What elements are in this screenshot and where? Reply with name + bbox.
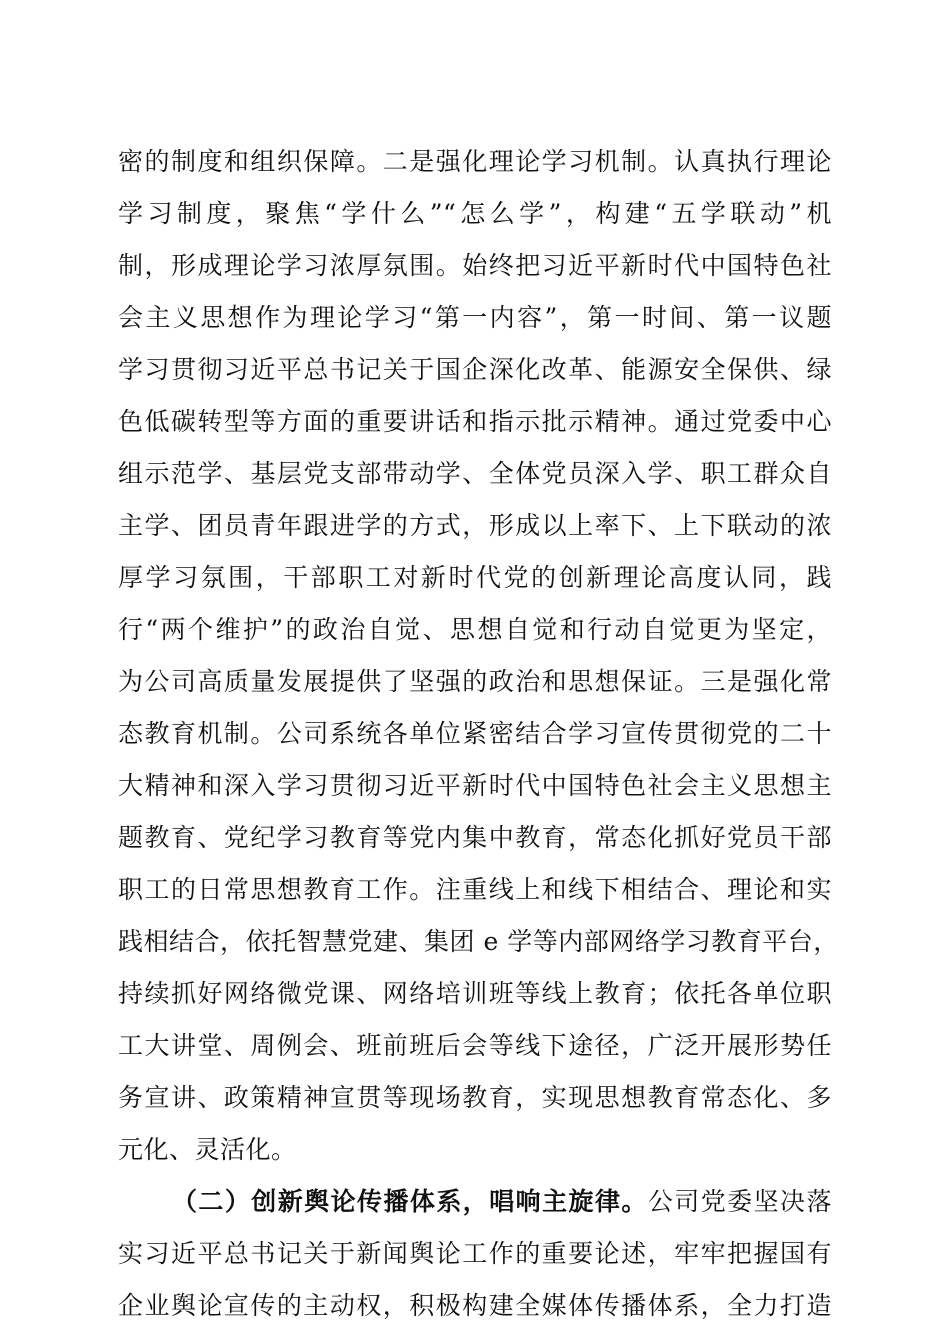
section-2-first-line-text: 公司党委坚决落 xyxy=(647,1187,832,1216)
body-line-14: 题教育、党纪学习教育等党内集中教育，常态化抓好党员干部 xyxy=(118,823,832,852)
body-line-15: 职工的日常思想教育工作。注重线上和线下相结合、理论和实 xyxy=(118,875,832,904)
section-2-line-2: 实习近平总书记关于新闻舆论工作的重要论述，牢牢把握国有 xyxy=(118,1239,832,1268)
body-line-20: 元化、灵活化。 xyxy=(118,1135,297,1164)
body-line-7: 组示范学、基层党支部带动学、全体党员深入学、职工群众自 xyxy=(118,459,832,488)
body-line-4: 会主义思想作为理论学习“第一内容”，第一时间、第一议题 xyxy=(118,303,832,332)
body-line-9: 厚学习氛围，干部职工对新时代党的创新理论高度认同，践 xyxy=(118,563,832,592)
body-line-3: 制，形成理论学习浓厚氛围。始终把习近平新时代中国特色社 xyxy=(118,251,832,280)
section-2-heading: （二）创新舆论传播体系，唱响主旋律。 xyxy=(172,1187,648,1216)
body-line-1: 密的制度和组织保障。二是强化理论学习机制。认真执行理论 xyxy=(118,147,832,176)
body-line-6: 色低碳转型等方面的重要讲话和指示批示精神。通过党委中心 xyxy=(118,407,832,436)
body-line-19: 务宣讲、政策精神宣贯等现场教育，实现思想教育常态化、多 xyxy=(118,1083,832,1112)
body-line-17: 持续抓好网络微党课、网络培训班等线上教育；依托各单位职 xyxy=(118,979,832,1008)
body-line-16: 践相结合，依托智慧党建、集团 e 学等内部网络学习教育平台， xyxy=(118,927,839,956)
body-line-12: 态教育机制。公司系统各单位紧密结合学习宣传贯彻党的二十 xyxy=(118,719,832,748)
section-2-line-3: 企业舆论宣传的主动权，积极构建全媒体传播体系，全力打造 xyxy=(118,1291,832,1320)
body-line-18: 工大讲堂、周例会、班前班后会等线下途径，广泛开展形势任 xyxy=(118,1031,832,1060)
body-line-13: 大精神和深入学习贯彻习近平新时代中国特色社会主义思想主 xyxy=(118,771,832,800)
body-line-8: 主学、团员青年跟进学的方式，形成以上率下、上下联动的浓 xyxy=(118,511,832,540)
body-line-10: 行“两个维护”的政治自觉、思想自觉和行动自觉更为坚定， xyxy=(118,615,832,644)
body-line-11: 为公司高质量发展提供了坚强的政治和思想保证。三是强化常 xyxy=(118,667,832,696)
body-line-5: 学习贯彻习近平总书记关于国企深化改革、能源安全保供、绿 xyxy=(118,355,832,384)
body-line-2: 学习制度，聚焦“学什么”“怎么学”，构建“五学联动”机 xyxy=(118,199,832,228)
section-2-first-line xyxy=(172,1180,832,1224)
